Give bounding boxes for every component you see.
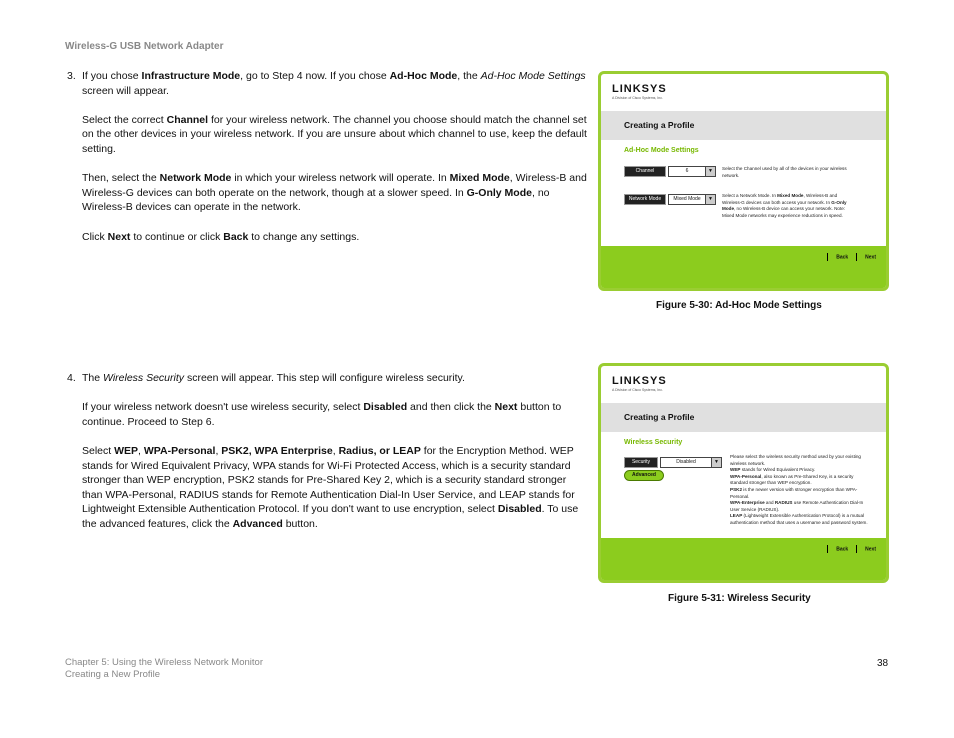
security-description: Please select the wireless security method used by your existing wireless network. WEP stands for Wired Equivalent Privacy. WPA-Personal, also known as Pre-Shared Key, is a security standard stronger than WEP encryption. PSK2 is the newer version with stronger encryption than WPA-Personal. WPA-Enterprise and RADIUS use Remote Authentication Dial-In User Service (RADIUS). LEAP (Lightweight Extensible Authentication Protocol) is a mutual authentication method that uses a username and password system. (730, 454, 868, 525)
linksys-logo: LINKSYS (612, 83, 667, 95)
back-button[interactable]: Back (836, 254, 849, 261)
figure-caption: Figure 5-31: Wireless Security (668, 593, 811, 604)
band-title: Creating a Profile (624, 120, 695, 130)
network-mode-value: Mixed Mode (673, 196, 701, 202)
footer-section: Creating a New Profile (65, 669, 161, 680)
step-4-disabled-text: If your wireless network doesn't use wireless security, select Disabled and then click the Next button to continue. Proceed to Step 6. (82, 401, 562, 428)
advanced-button[interactable]: Advanced (624, 470, 664, 481)
next-button[interactable]: Next (865, 254, 876, 261)
figure-ad-hoc-screenshot (598, 71, 889, 291)
chevron-down-icon: ▼ (705, 167, 715, 176)
running-header: Wireless-G USB Network Adapter (65, 41, 224, 52)
step-4 (67, 371, 587, 546)
logo-subtitle: A Division of Cisco Systems, Inc. (612, 388, 663, 392)
step-3-intro: If you chose Infrastructure Mode, go to Step 4 now. If you chose Ad-Hoc Mode, the Ad-Hoc Mode Settings screen will appear. (82, 70, 586, 97)
page-number: 38 (877, 658, 889, 669)
step-3-next-text: Click Next to continue or click Back to change any settings. (82, 230, 360, 243)
chevron-down-icon: ▼ (711, 458, 721, 467)
section-title: Wireless Security (624, 439, 683, 446)
button-bar (601, 538, 886, 580)
channel-select[interactable] (668, 166, 716, 177)
figure-wireless-security-screenshot (598, 363, 889, 583)
linksys-logo: LINKSYS (612, 375, 667, 387)
title-band (601, 111, 886, 140)
step-number: 4. (67, 372, 76, 384)
footer (65, 657, 263, 681)
security-value: Disabled (676, 459, 696, 465)
footer-chapter: Chapter 5: Using the Wireless Network Monitor (65, 657, 263, 668)
security-select[interactable] (660, 457, 722, 468)
step-4-encryption-text: Select WEP, WPA-Personal, PSK2, WPA Enterprise, Radius, or LEAP for the Encryption Method. WEP stands for Wired Equivalent Privacy, WPA stands for Wi-Fi Protected Access, which is a security standard stronger than WEP encryption, PSK2 stands for Pre-Shared Key 2, which is a security standard stronger than WPA-Personal, RADIUS stands for Remote Authentication Dial-In User Service, and LEAP stands for Lightweight Extensible Authentication Protocol. If you don't want to use encryption, select Disabled. To use the advanced features, click the Advanced button. (82, 444, 579, 530)
title-band (601, 403, 886, 432)
network-mode-select[interactable] (668, 194, 716, 205)
nav-buttons (819, 253, 876, 261)
network-mode-description: Select a Network Mode. In Mixed Mode, Wireless-B and Wireless-G devices can both access your network. In G-Only Mode, no Wireless-B device can access your network. Note: Mixed Mode networks may experience reductions in speed. (722, 193, 847, 218)
logo-subtitle: A Division of Cisco Systems, Inc. (612, 96, 663, 100)
band-title: Creating a Profile (624, 412, 695, 422)
step-3-mode-text: Then, select the Network Mode in which your wireless network will operate. In Mixed Mode, Wireless-B and Wireless-G devices can both operate on the network, though at a slower speed. In G-Only Mode, no Wireless-B devices can operate in the network. (82, 172, 587, 214)
step-number: 3. (67, 70, 76, 82)
figure-caption: Figure 5-30: Ad-Hoc Mode Settings (656, 300, 822, 311)
step-3-channel-text: Select the correct Channel for your wireless network. The channel you choose should match the channel set on the other devices in your wireless network. If you are unsure about which channel to use, keep the default setting. (82, 113, 587, 155)
security-label: Security (624, 457, 658, 468)
step-4-intro: The Wireless Security screen will appear. This step will configure wireless security. (82, 372, 465, 384)
chevron-down-icon: ▼ (705, 195, 715, 204)
back-button[interactable]: Back (836, 546, 849, 553)
section-title: Ad-Hoc Mode Settings (624, 147, 699, 154)
next-button[interactable]: Next (865, 546, 876, 553)
button-bar (601, 246, 886, 288)
network-mode-label: Network Mode (624, 194, 666, 205)
channel-value: 6 (685, 168, 689, 174)
channel-label: Channel (624, 166, 666, 177)
nav-buttons (819, 545, 876, 553)
channel-description: Select the Channel used by all of the devices in your wireless network. (722, 166, 847, 178)
step-3 (67, 69, 587, 259)
